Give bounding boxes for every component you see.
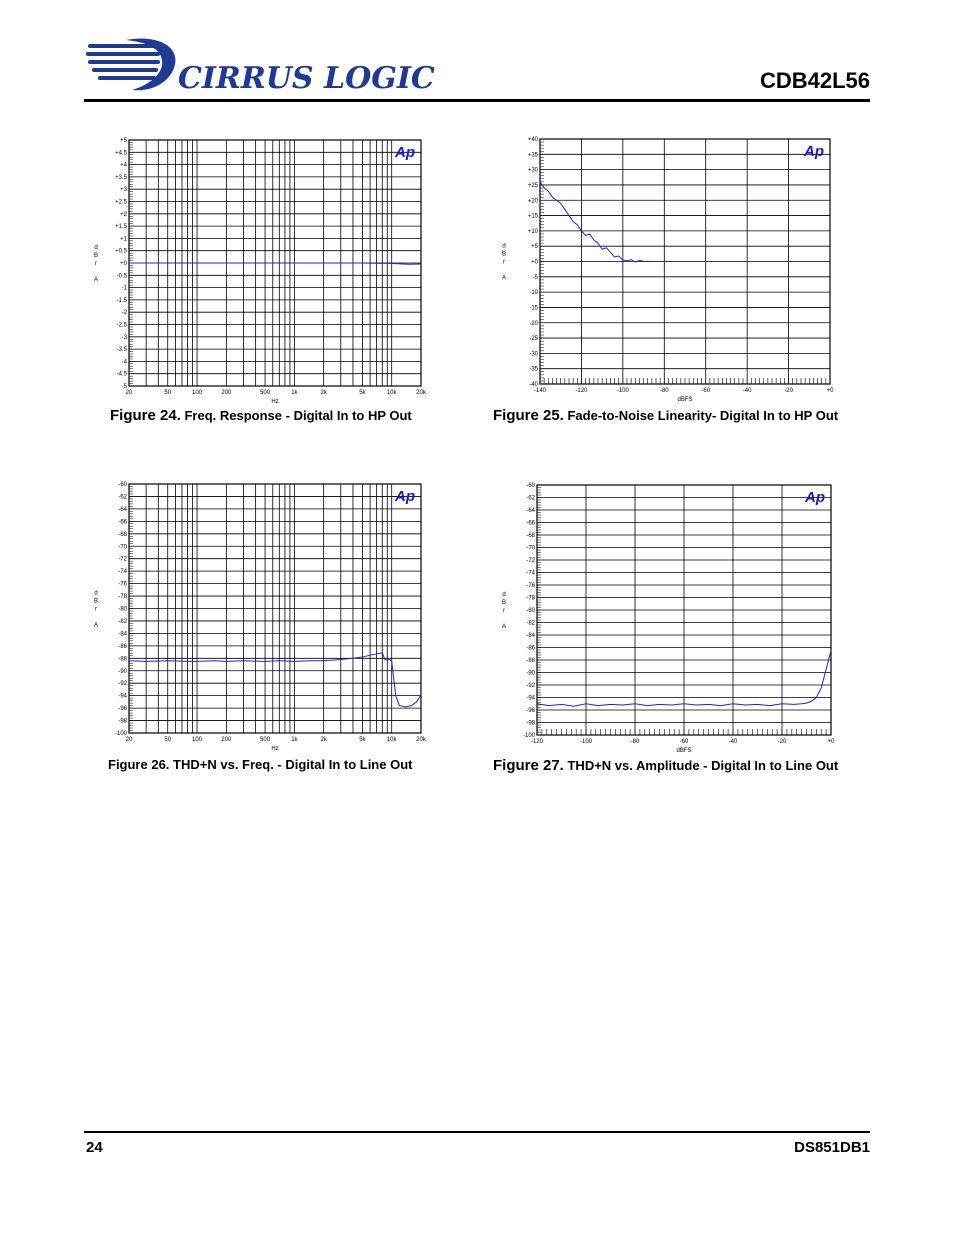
figure-24-number: Figure 24. <box>110 407 181 424</box>
chart1-ytick-label: +5 <box>120 138 127 144</box>
chart2-ytick-label: -35 <box>529 366 538 373</box>
chart3-xtick-label: 200 <box>221 737 232 743</box>
chart2-xtick-label: +0 <box>826 388 834 394</box>
chart2-xtick-label: -20 <box>784 388 793 394</box>
chart2-ytick-label: -25 <box>529 336 538 343</box>
chart3-ytick-label: -96 <box>118 706 127 713</box>
chart4-ytick-label: -72 <box>526 558 535 564</box>
header-divider <box>84 99 870 102</box>
chart4-ytick-label: -82 <box>526 620 535 627</box>
chart1-ytick-label: -1 <box>121 285 127 292</box>
chart3-ytick-label: -76 <box>118 581 127 588</box>
chart4-ytick-label: -92 <box>526 683 535 689</box>
chart2-xaxis-label: dBFS <box>677 397 693 403</box>
chart1-ytick-label: -1.5 <box>116 297 127 304</box>
chart2-xtick-label: -120 <box>575 388 588 394</box>
chart3-ytick-label: -94 <box>118 693 127 700</box>
chart4-xaxis-label: dBFS <box>676 748 692 754</box>
chart2-ytick-label: -5 <box>532 274 538 281</box>
chart3-ytick-label: -84 <box>118 631 127 638</box>
chart3-yaxis-label: d B r A <box>93 590 99 629</box>
chart3-ytick-label: -70 <box>118 544 127 551</box>
chart4-ytick-label: -98 <box>526 720 535 727</box>
chart3-xtick-label: 10k <box>386 737 397 743</box>
footer-divider <box>84 1131 870 1133</box>
freq-response-chart <box>92 134 432 409</box>
chart4-ytick-label: -68 <box>526 533 535 539</box>
chart2-ytick-label: +35 <box>527 152 538 159</box>
cirrus-logic-logo <box>86 38 435 100</box>
chart4-xtick-label: -20 <box>777 739 787 745</box>
chart3-ytick-label: -68 <box>118 531 127 538</box>
chart3-ytick-label: -78 <box>118 594 127 601</box>
chart4-ytick-label: -74 <box>526 570 535 577</box>
chart3-ytick-label: -82 <box>118 618 127 625</box>
chart1-ytick-label: +1.5 <box>115 224 127 231</box>
chart3-ap-logo: Ap <box>395 488 415 505</box>
figure-27-title: THD+N vs. Amplitude - Digital In to Line Out <box>567 758 839 773</box>
fade-to-noise-chart <box>500 132 840 407</box>
chart4-ytick-label: -94 <box>526 695 535 702</box>
chart1-ytick-label: +4 <box>120 162 127 169</box>
chart1-ytick-label: -2.5 <box>116 322 127 329</box>
chart3-xtick-label: 20k <box>416 737 426 743</box>
chart4-ytick-label: -88 <box>526 658 535 664</box>
chart3-ytick-label: -88 <box>118 656 127 663</box>
document-id: DS851DB1 <box>794 1139 870 1156</box>
chart4-ytick-label: -96 <box>526 708 535 714</box>
chart1-xtick-label: 100 <box>192 390 203 396</box>
logo-swoosh-icon <box>86 38 175 90</box>
chart3-ytick-label: -92 <box>118 681 127 688</box>
chart4-ytick-label: -64 <box>526 508 535 514</box>
company-name: CIRRUS LOGIC <box>178 61 435 96</box>
chart4-ytick-label: -76 <box>526 583 535 589</box>
chart1-ytick-label: -4.5 <box>116 371 127 378</box>
chart1-ap-logo: Ap <box>395 144 415 161</box>
chart3-ytick-label: -100 <box>114 731 127 737</box>
chart2-ytick-label: +15 <box>527 213 538 220</box>
chart1-xtick-label: 1k <box>291 390 298 396</box>
chart1-xaxis-label: Hz <box>271 399 279 405</box>
chart3-xtick-label: 20 <box>125 737 133 743</box>
chart3-ytick-label: -98 <box>118 718 127 725</box>
chart3-ytick-label: -60 <box>118 482 127 488</box>
chart1-ytick-label: -0.5 <box>116 273 127 280</box>
chart4-ytick-label: -84 <box>526 633 535 639</box>
thdn-vs-freq-chart <box>92 478 432 758</box>
chart2-xtick-label: -60 <box>701 388 711 394</box>
chart3-xtick-label: 2k <box>320 737 327 743</box>
chart4-xtick-label: -100 <box>579 739 593 745</box>
chart2-ytick-label: -10 <box>529 290 538 297</box>
chart1-ytick-label: -3 <box>121 334 127 341</box>
chart2-ytick-label: +0 <box>531 259 538 266</box>
chart4-ytick-label: -62 <box>526 495 535 502</box>
chart4-xtick-label: +0 <box>827 739 835 745</box>
chart2-xtick-label: -140 <box>533 388 547 394</box>
chart3-xtick-label: 5k <box>359 737 366 743</box>
chart1-ytick-label: -4 <box>121 359 127 366</box>
chart2-ytick-label: +25 <box>527 182 538 189</box>
chart1-ytick-label: -3.5 <box>116 347 127 354</box>
chart4-ytick-label: -80 <box>526 608 535 614</box>
chart3-ytick-label: -66 <box>118 519 127 526</box>
figure-27-caption <box>493 757 838 774</box>
chart2-ytick-label: -20 <box>529 320 538 327</box>
chart2-xtick-label: -100 <box>616 388 629 394</box>
chart2-ap-logo: Ap <box>804 143 824 160</box>
chart2-ytick-label: -40 <box>529 382 538 388</box>
chart3-ytick-label: -64 <box>118 506 127 513</box>
chart1-ytick-label: +0.5 <box>115 248 127 255</box>
chart1-ytick-label: -2 <box>121 310 127 317</box>
chart4-xtick-label: -60 <box>679 739 689 745</box>
chart3-xtick-label: 50 <box>164 737 172 743</box>
chart1-xtick-label: 500 <box>260 390 271 396</box>
chart2-xtick-label: -80 <box>659 388 669 394</box>
figure-24-title: Freq. Response - Digital In to HP Out <box>184 408 412 423</box>
chart4-ytick-label: -70 <box>526 545 535 552</box>
chart2-ytick-label: +20 <box>527 198 538 205</box>
chart4-xtick-label: -120 <box>530 739 544 745</box>
figure-26-caption <box>108 757 412 772</box>
chart4-xtick-label: -40 <box>728 739 738 745</box>
chart4-ap-logo: Ap <box>805 489 825 506</box>
chart2-yaxis-label: d B r A <box>501 243 507 282</box>
chart1-yaxis-label: d B r A <box>93 245 99 283</box>
chart1-ytick-label: +2 <box>120 211 127 218</box>
chart3-ytick-label: -74 <box>118 569 127 576</box>
chart1-ytick-label: +3.5 <box>115 174 127 181</box>
chart1-ytick-label: -5 <box>121 384 127 390</box>
chart1-xtick-label: 50 <box>164 390 172 396</box>
chart3-xaxis-label: Hz <box>271 746 279 752</box>
chart3-ytick-label: -90 <box>118 668 127 675</box>
chart4-xtick-label: -80 <box>630 739 640 745</box>
chart1-ytick-label: +1 <box>120 236 127 243</box>
chart2-ytick-label: +40 <box>527 137 538 143</box>
chart2-ytick-label: -15 <box>529 305 538 312</box>
figure-27-number: Figure 27. <box>493 757 564 774</box>
chart1-ytick-label: +2.5 <box>115 199 127 206</box>
figure-26-title: THD+N vs. Freq. - Digital In to Line Out <box>173 757 413 772</box>
document-title: CDB42L56 <box>759 68 870 93</box>
chart1-ytick-label: +3 <box>120 187 127 194</box>
chart1-xtick-label: 20k <box>416 390 426 396</box>
chart1-xtick-label: 20 <box>125 390 133 396</box>
chart1-xtick-label: 2k <box>320 390 327 396</box>
chart4-ytick-label: -90 <box>526 670 535 677</box>
figure-25-title: Fade-to-Noise Linearity- Digital In to HP Out <box>567 408 839 423</box>
chart3-xtick-label: 100 <box>192 737 203 743</box>
chart1-xtick-label: 5k <box>359 390 366 396</box>
chart4-ytick-label: -78 <box>526 595 535 602</box>
chart2-ytick-label: +5 <box>531 244 538 251</box>
chart3-ytick-label: -72 <box>118 556 127 563</box>
chart2-xtick-label: -40 <box>742 388 752 394</box>
chart3-ytick-label: -80 <box>118 606 127 613</box>
chart3-ytick-label: -86 <box>118 643 127 650</box>
figure-25-caption <box>493 407 838 424</box>
chart2-ytick-label: +10 <box>527 228 538 235</box>
thdn-vs-amplitude-chart <box>500 480 840 760</box>
figure-26-number: Figure 26. <box>108 757 170 772</box>
chart4-ytick-label: -86 <box>526 645 535 652</box>
chart1-ytick-label: +4.5 <box>115 150 127 157</box>
chart1-ytick-label: +0 <box>120 261 127 267</box>
chart3-xtick-label: 500 <box>260 737 271 743</box>
chart3-ytick-label: -62 <box>118 494 127 501</box>
chart4-ytick-label: -66 <box>526 520 535 527</box>
chart4-ytick-label: -60 <box>526 483 535 489</box>
chart2-ytick-label: -30 <box>529 351 538 358</box>
chart1-xtick-label: 10k <box>386 390 397 396</box>
figure-25-number: Figure 25. <box>493 407 564 424</box>
chart4-yaxis-label: d B r A <box>501 592 507 630</box>
figure-24-caption <box>110 407 412 424</box>
chart1-xtick-label: 200 <box>221 390 232 396</box>
page-number: 24 <box>86 1139 103 1156</box>
chart3-xtick-label: 1k <box>291 737 298 743</box>
chart2-ytick-label: +30 <box>527 167 538 174</box>
chart4-ytick-label: -100 <box>522 733 535 739</box>
